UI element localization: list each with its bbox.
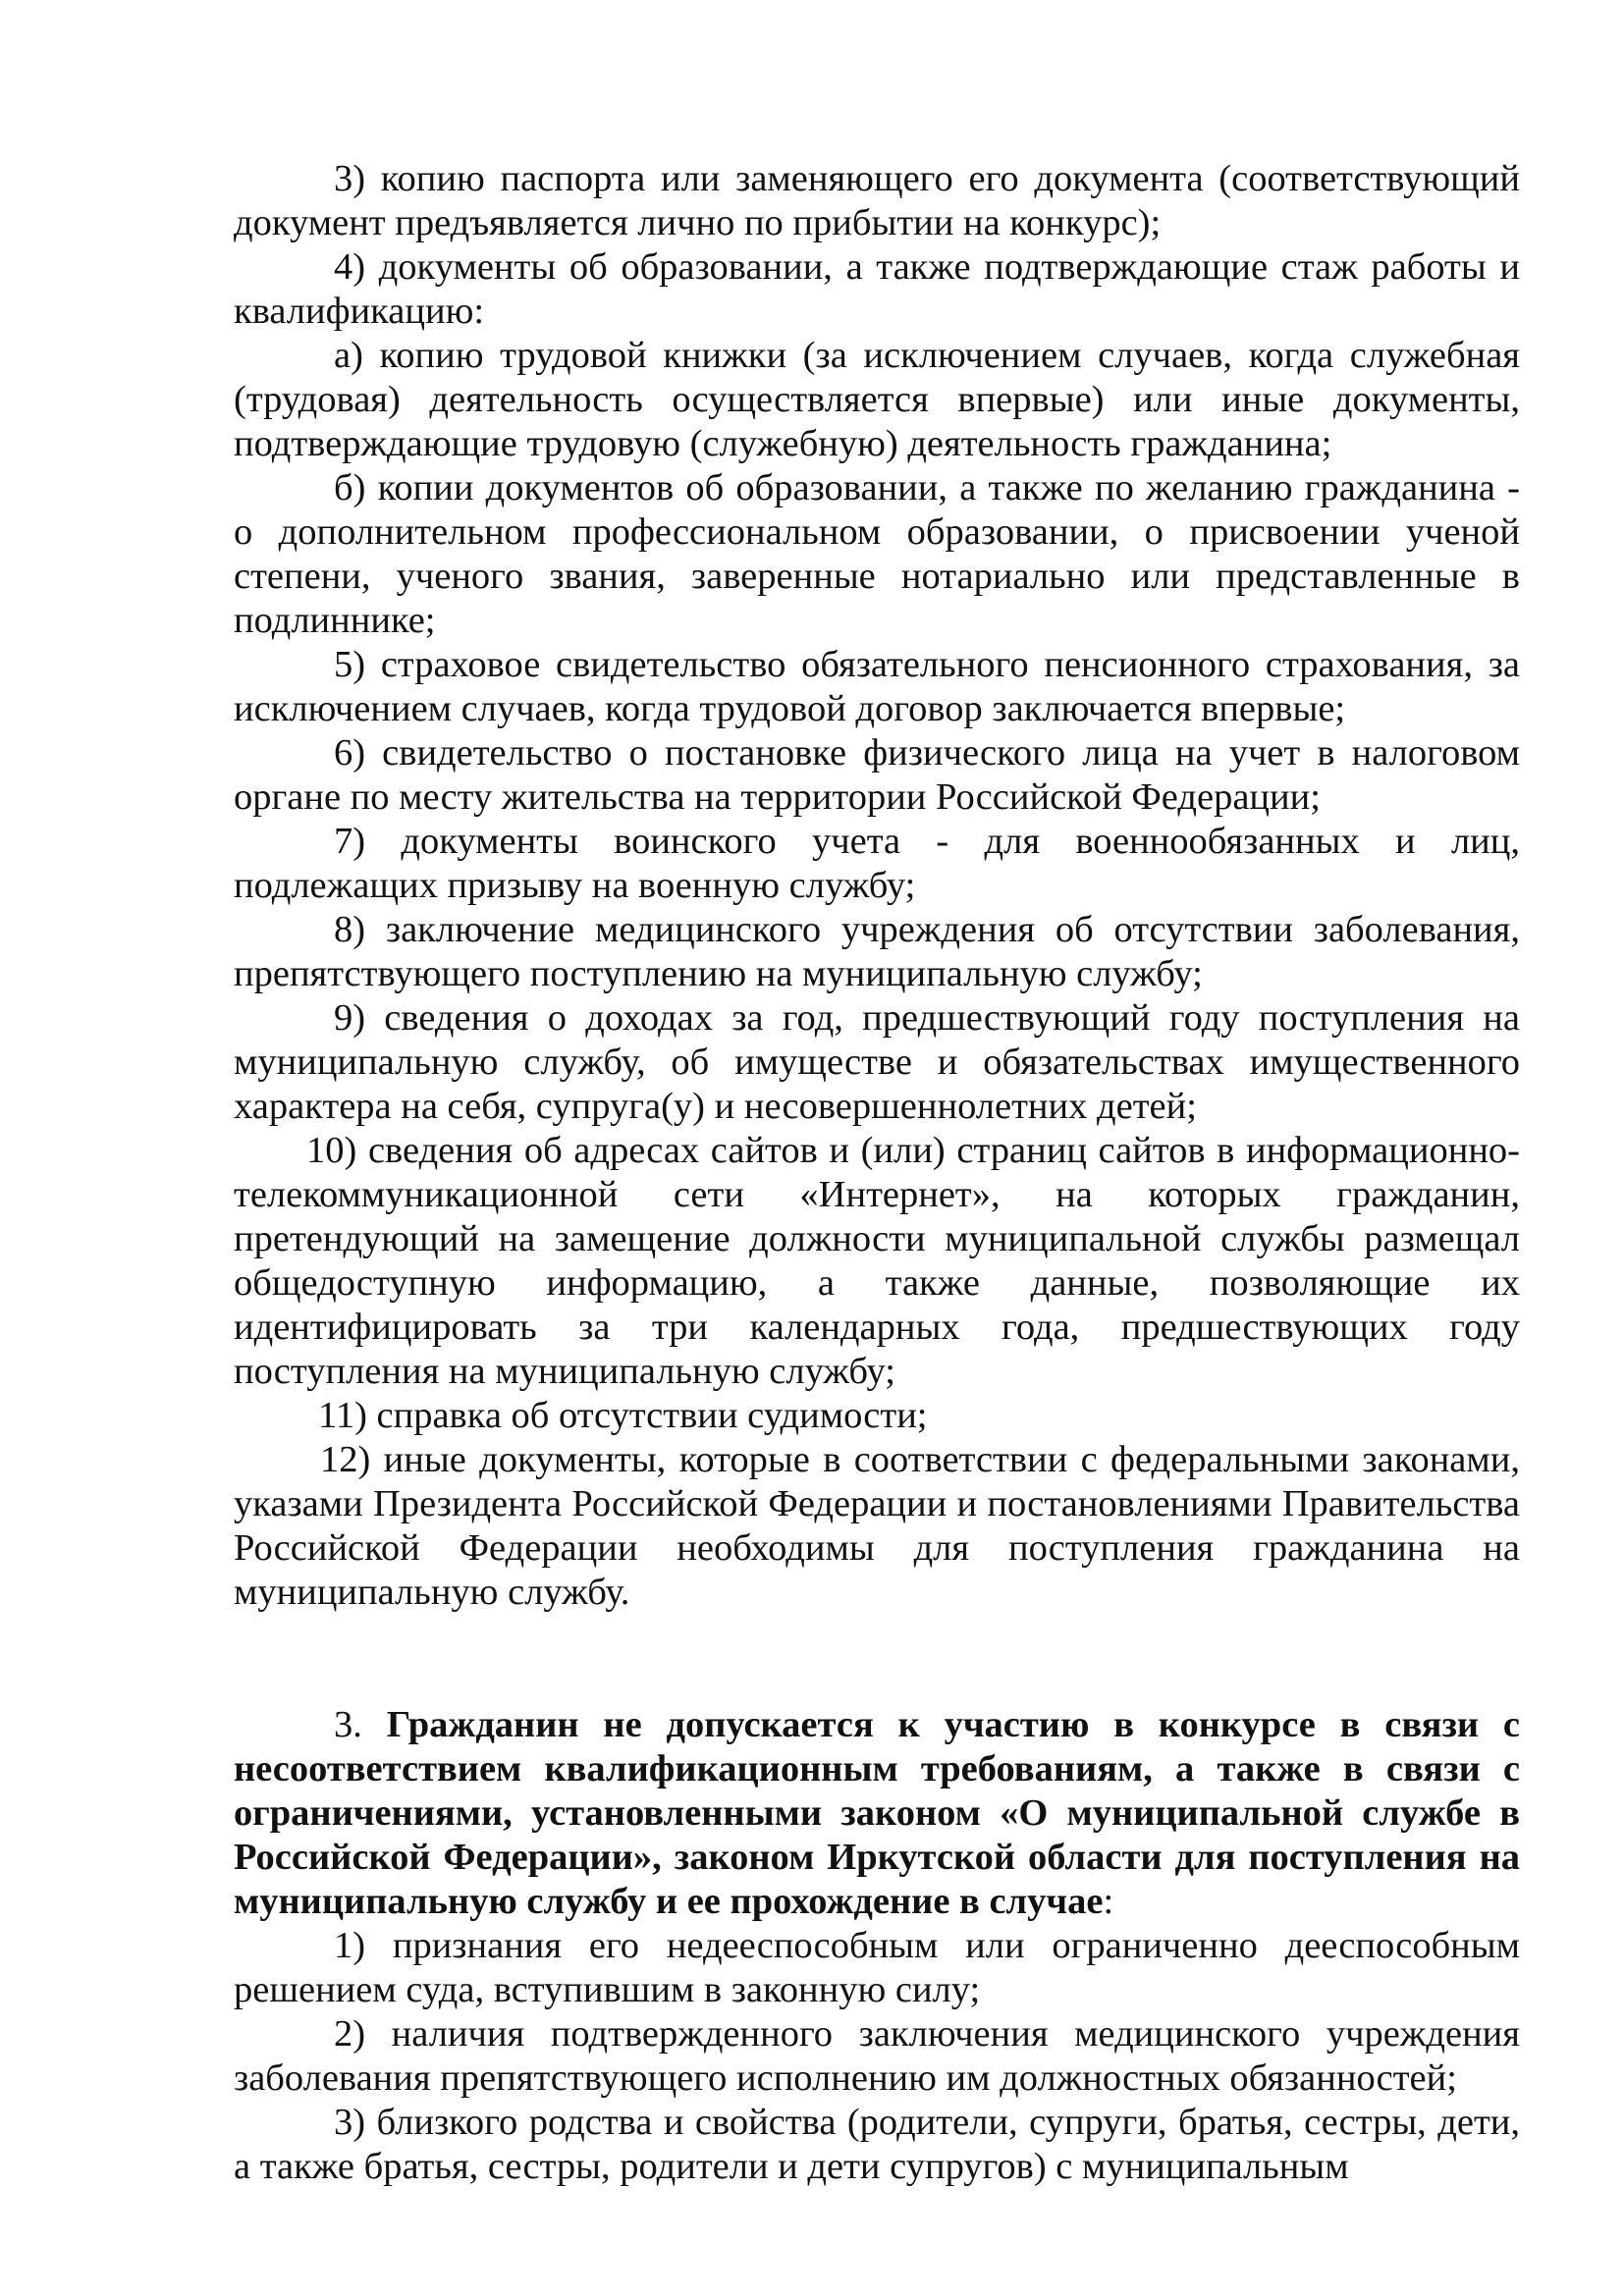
section-3-heading [234, 1703, 1520, 1924]
list-item-12: 12) иные документы, которые в соответствии с федеральными законами, указами Президента Российской Федерации и постановлениями Правительства Российской Федерации необходимы для поступления гражданина на муниципальную службу. [234, 1439, 1520, 1613]
list-item-7: 7) документы воинского учета - для военнообязанных и лиц, подлежащих призыву на военную службу; [234, 821, 1520, 906]
list-item-4: 4) документы об образовании, а также подтверждающие стаж работы и квалификацию: [234, 246, 1520, 332]
list-item-6: 6) свидетельство о постановке физического лица на учет в налоговом органе по месту жительства на территории Российской Федерации; [234, 732, 1520, 818]
section-3-heading-text: Гражданин не допускается к участию в конкурсе в связи с несоответствием квалификационным требованиям, а также в связи с ограничениями, установленными законом «О муниципальной службе в Российской Федерации», законом Иркутской области для поступления на муниципальную службу и ее прохождение в случае [234, 1704, 1520, 1922]
list-item-4b: б) копии документов об образовании, а также по желанию гражданина - о дополнительном профессиональном образовании, о присвоении ученой степени, ученого звания, заверенные нотариально или представленные в подлиннике; [234, 467, 1520, 641]
section-3-item-3: 3) близкого родства и свойства (родители, супруги, братья, сестры, дети, а также братья, сестры, родители и дети супругов) с муниципальным [234, 2102, 1520, 2187]
section-gap [234, 1615, 1520, 1703]
section-3-item-1: 1) признания его недееспособным или ограниченно дееспособным решением суда, вступившим в законную силу; [234, 1925, 1520, 2010]
list-item-5: 5) страховое свидетельство обязательного пенсионного страхования, за исключением случаев, когда трудовой договор заключается впервые; [234, 644, 1520, 729]
list-item-10: 10) сведения об адресах сайтов и (или) страниц сайтов в информационно-телекоммуникационной сети «Интернет», на которых гражданин, претендующий на замещение должности муниципальной службы размещал общедоступную информацию, а также данные, позволяющие их идентифицировать за три календарных года, предшествующих году поступления на муниципальную службу; [234, 1130, 1520, 1392]
section-3-colon: : [1103, 1881, 1114, 1922]
list-item-11: 11) справка об отсутствии судимости; [318, 1395, 928, 1436]
list-item-9: 9) сведения о доходах за год, предшествующий году поступления на муниципальную службу, об имуществе и обязательствах имущественного характера на себя, супруга(у) и несовершеннолетних детей; [234, 997, 1520, 1127]
list-item-4a: а) копию трудовой книжки (за исключением случаев, когда служебная (трудовая) деятельность осуществляется впервые) или иные документы, подтверждающие трудовую (служебную) деятельность гражданина; [234, 335, 1520, 464]
list-item-8: 8) заключение медицинского учреждения об отсутствии заболевания, препятствующего поступлению на муниципальную службу; [234, 909, 1520, 994]
list-item-3: 3) копию паспорта или заменяющего его документа (соответствующий документ предъявляется лично по прибытии на конкурс); [234, 158, 1520, 243]
document-page [234, 157, 1520, 2189]
section-3-number: 3. [334, 1704, 362, 1745]
section-3-item-2: 2) наличия подтвержденного заключения медицинского учреждения заболевания препятствующего исполнению им должностных обязанностей; [234, 2013, 1520, 2099]
